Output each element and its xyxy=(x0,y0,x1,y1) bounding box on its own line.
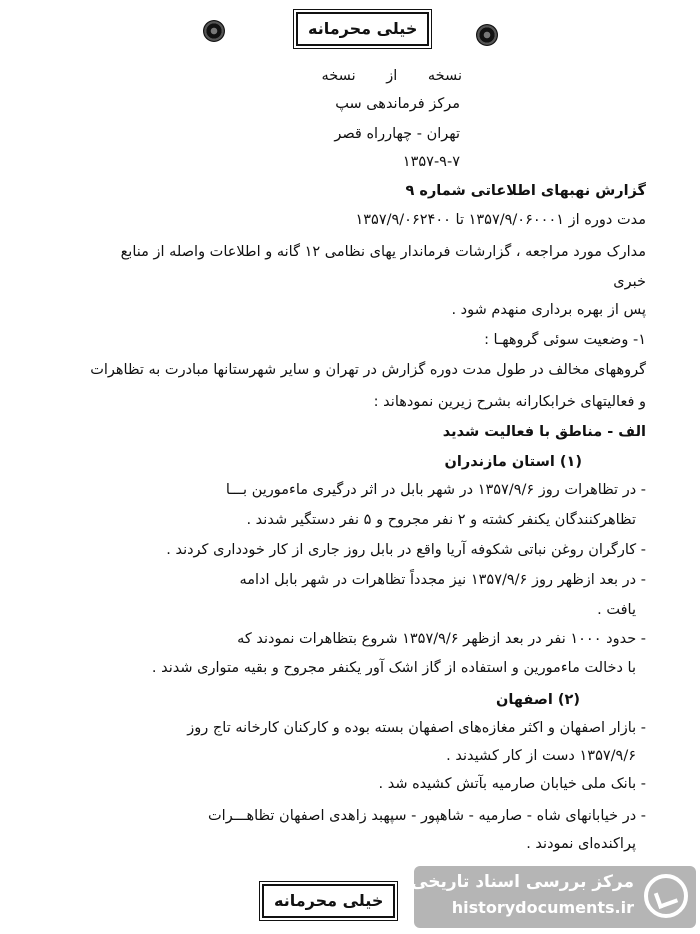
sender-line: مرکز فرماندهی سپ xyxy=(335,96,460,112)
report-item-line: - کارگران روغن نباتی شکوفه آریا واقع در بابل روز جاری از کار خودداری کردند . xyxy=(166,542,646,558)
watermark-url: historydocuments.ir xyxy=(451,898,634,917)
report-item-line: تظاهرکنندگان یکنفر کشته و ۲ نفر مجروح و ۵ نفر دستگیر شدند . xyxy=(246,512,636,528)
subsection-heading: الف - مناطق با فعالیت شدید xyxy=(442,424,646,440)
province-heading-mazandaran: (۱) استان مازندران xyxy=(444,454,582,470)
report-item-line: - در تظاهرات روز ۱۳۵۷/۹/۶ در شهر بابل در اثر درگیری ماءمورین بـــا xyxy=(225,482,646,498)
report-item-line: - در خیابانهای شاه - صارمیه - شاهپور - سپهبد زاهدی اصفهان تظاهـــرات xyxy=(208,808,646,824)
report-title: گزارش نهبهای اطلاعاتی شماره ۹ xyxy=(405,183,646,199)
report-item-line: ۱۳۵۷/۹/۶ دست از کار کشیدند . xyxy=(446,748,636,764)
date-line: ۱۳۵۷-۹-۷ xyxy=(402,154,460,170)
report-item-line: پراکنده‌ای نمودند . xyxy=(526,836,636,852)
classification-stamp-top: خیلی محرمانه xyxy=(296,12,429,46)
archive-logo-icon xyxy=(644,874,688,918)
classification-stamp-bottom: خیلی محرمانه xyxy=(262,884,395,918)
intro-line-1: گروههای مخالف در طول مدت دوره گزارش در تهران و سایر شهرستانها مبادرت به تظاهرات xyxy=(90,362,646,378)
instruction-line: پس از بهره برداری منهدم شود . xyxy=(451,302,646,318)
report-item-line: - در بعد ازظهر روز ۱۳۵۷/۹/۶ نیز مجدداً تظاهرات در شهر بابل ادامه xyxy=(239,572,646,588)
references-line-1: مدارک مورد مراجعه ، گزارشات فرماندار یهای نظامی ۱۲ گانه و اطلاعات واصله از منابع xyxy=(120,244,646,260)
seal-icon xyxy=(203,20,225,42)
seal-icon xyxy=(476,24,498,46)
report-item-line: - بازار اصفهان و اکثر مغازه‌های اصفهان بسته بوده و کارکنان کارخانه تاج روز xyxy=(187,720,646,736)
location-line: تهران - چهارراه قصر xyxy=(334,126,460,142)
intro-line-2: و فعالیتهای خرابکارانه بشرح زیرین نمودهاند : xyxy=(373,394,646,410)
report-item-line: یافت . xyxy=(597,602,636,618)
watermark-banner xyxy=(411,866,696,928)
copy-line: نسخه از نسخه xyxy=(321,68,462,84)
watermark-title: مرکز بررسی اسناد تاریخی xyxy=(411,872,634,892)
report-item-line: با دخالت ماءمورین و استفاده از گاز اشک آور یکنفر مجروح و بقیه متواری شدند . xyxy=(151,660,636,676)
province-heading-isfahan: (۲) اصفهان xyxy=(496,692,580,708)
section-heading: ۱- وضعیت سوئی گروههـا : xyxy=(484,332,646,348)
report-period: مدت دوره از ۱۳۵۷/۹/۰۶۰۰۰۱ تا ۱۳۵۷/۹/۰۶۲۴۰۰ xyxy=(355,212,646,228)
report-item-line: - حدود ۱۰۰۰ نفر در بعد ازظهر ۱۳۵۷/۹/۶ شروع بتظاهرات نمودند که xyxy=(237,631,646,647)
report-item-line: - بانک ملی خیابان صارمیه بآتش کشیده شد . xyxy=(378,776,646,792)
references-line-2: خبری xyxy=(613,274,646,290)
